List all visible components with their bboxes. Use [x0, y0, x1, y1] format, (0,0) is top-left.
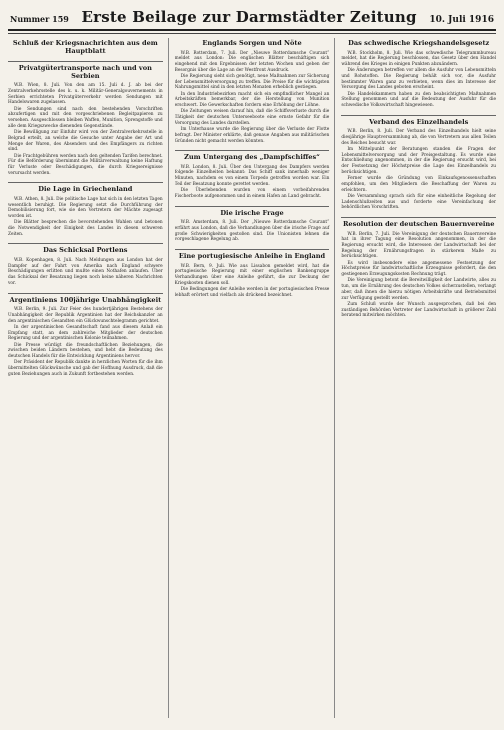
article-headline: Die irische Frage [175, 206, 330, 218]
article-paragraph: Die Bedingungen der Anleihe werden in der portugiesischen Presse lebhaft erörtert und vielfach als drückend bezeichnet. [174, 286, 330, 298]
article-paragraph: Der Präsident der Republik dankte in herzlichen Worten für die ihm übermittelten Glückwünsche und gab der Hoffnung Ausdruck, daß die guten Beziehungen auch in Zukunft fortbestehen werden. [8, 360, 163, 377]
article-paragraph: In den Industriebezirken macht sich ein empfindlicher Mangel an Arbeitskräften bemerkbar, der die Herstellung von Munition erschwert. Die Gewerkschaften fordern eine Erhöhung der Löhne. [174, 91, 330, 109]
article [175, 249, 330, 298]
article-paragraph: Die Zeitungen weisen darauf hin, daß die Schiffsverluste durch die Tätigkeit der deutschen Unterseeboote eine ernste Gefahr für die Versorgung des Landes darstellen. [174, 109, 330, 126]
article-paragraph: W.B. Berlin, 7. Juli. Die Vereinigung der deutschen Bauernvereine hat in ihrer Tagung eine Resolution angenommen, in der die Regierung ersucht wird, die Interessen der Landwirtschaft bei der Regelung der Ernährungsfragen in stärkerem Maße zu berücksichtigen. [341, 231, 496, 260]
masthead-rule [8, 33, 496, 34]
article-headline: Argentiniens 100jährige Unabhängigkeit [8, 293, 163, 305]
article-paragraph: W.B. Stockholm, 8. Juli. Wie das schwedische Telegrammbureau meldet, hat die Regierung beschlossen, das Gesetz über den Handel während des Krieges in einigen Punkten abzuändern. [341, 50, 496, 67]
article-headline: Verband des Einzelhandels [341, 115, 496, 127]
article-paragraph: Die Sendungen sind nach den bestehenden Vorschriften abzufertigen und mit den vorgeschriebenen Begleitpapieren zu versehen. Ausgeschlossen bleiben Waffen, Munition, Sprengstoffe und alle dem Kriegszwecke dienenden Gegenstände. [8, 106, 163, 129]
article-paragraph: Zum Schluß wurde der Wunsch ausgesprochen, daß bei den zuständigen Behörden Vertreter der Landwirtschaft in größerer Zahl beratend mitwirken möchten. [341, 301, 496, 319]
article-headline: Privatgütertransporte nach und von Serbien [8, 61, 163, 80]
article-body [8, 258, 163, 287]
article-paragraph: Die Regierung sieht sich genötigt, neue Maßnahmen zur Sicherung der Lebensmittelversorgung zu treffen. Die Preise für die wichtigsten Nahrungsmittel sind in den letzten Monaten erheblich gestiegen. [174, 73, 330, 91]
article [8, 293, 163, 378]
article-paragraph: W.B. Bern, 9. Juli. Wie aus Lissabon gemeldet wird, hat die portugiesische Regierung mit einer englischen Bankengruppe Verhandlungen über eine Anleihe geführt, die zur Deckung der Kriegskosten dienen soll. [174, 263, 330, 286]
article [8, 243, 163, 286]
columns [8, 38, 496, 718]
article [8, 61, 163, 176]
article-headline: Resolution der deutschen Bauernvereine [341, 217, 496, 229]
article [341, 217, 496, 319]
article [341, 40, 496, 109]
article-paragraph: Die Versammlung sprach sich für eine einheitliche Regelung der Ladenschlußzeiten aus und forderte eine Vereinfachung der behördlichen Vorschriften. [341, 193, 496, 211]
article-body [175, 51, 330, 145]
article [175, 150, 330, 199]
article-paragraph: W.B. Berlin, 8. Juli. Der Verband des Einzelhandels hielt seine diesjährige Hauptversammlung ab, die von Vertretern aus allen Teilen des Reiches besucht war. [341, 129, 496, 146]
article-paragraph: In der argentinischen Gesandtschaft fand aus diesem Anlaß ein Empfang statt, an dem zahlreiche Mitglieder der deutschen Regierung und der argentinischen Kolonie teilnahmen. [8, 324, 163, 342]
article-paragraph: Die Vereinigung betont die Bereitwilligkeit der Landwirte, alles zu tun, um die Ernährung des deutschen Volkes sicherzustellen, verlangt aber, daß ihnen die hierzu nötigen Arbeitskräfte und Betriebsmittel zur Verfügung gestellt werden. [341, 278, 496, 301]
article [341, 115, 496, 211]
article-body [341, 232, 496, 319]
article-body [175, 264, 330, 299]
column-3 [341, 38, 496, 718]
masthead [8, 6, 496, 31]
article-paragraph: Die Überlebenden wurden von einem vorbeifahrenden Fischerboote aufgenommen und in einem Hafen an Land gebracht. [174, 188, 330, 199]
article-paragraph: W.B. Amsterdam, 8. Juli. Der „Nieuwe Rotterdamsche Courant“ erfährt aus London, daß die Verhandlungen über die irische Frage auf große Schwierigkeiten gestoßen sind. Die Unionisten lehnen die vorgeschlagene Regelung ab. [174, 220, 330, 243]
article-paragraph: Im Unterhause wurde die Regierung über die Verluste der Flotte befragt. Der Minister erklärte, daß genaue Angaben aus militärischen Gründen nicht gemacht werden könnten. [174, 127, 330, 144]
article-body [175, 165, 330, 200]
article-headline: Das Schicksal Portlens [8, 243, 163, 255]
article-paragraph: Die Presse würdigt die freundschaftlichen Beziehungen, die zwischen beiden Ländern bestehen, und hebt die Bedeutung des deutschen Handels für die Entwicklung Argentiniens hervor. [8, 342, 163, 359]
column-1 [8, 38, 169, 718]
issue-number: Nummer 159 [10, 14, 69, 24]
article-paragraph: Die Frachtgebühren werden nach den geltenden Tarifen berechnet. Für die Beförderung übernimmt die Militärverwaltung keine Haftung für Verluste oder Beschädigungen, die durch Kriegsereignisse verursacht werden. [8, 153, 163, 176]
article-paragraph: Die Handelskammern haben zu den beabsichtigten Maßnahmen Stellung genommen und auf die Bedeutung der Ausfuhr für die schwedische Volkswirtschaft hingewiesen. [341, 91, 496, 109]
article-headline: Englands Sorgen und Nöte [202, 39, 302, 47]
article-paragraph: W.B. Berlin, 9. Juli. Zur Feier des hundertjährigen Bestehens der Unabhängigkeit der Republik Argentinien hat der Reichskanzler an den argentinischen Gesandten ein Glückwunschtelegramm gerichtet. [8, 307, 163, 324]
article-paragraph: W.B. Rotterdam, 7. Juli. Der „Nieuwe Rotterdamsche Courant“ meldet aus London: Die englischen Blätter beschäftigen sich eingehend mit den Ergebnissen der letzten Wochen und geben der Besorgnis über die Lage an der Westfront Ausdruck. [174, 50, 330, 73]
article-paragraph: Im Mittelpunkt der Beratungen standen die Fragen der Lebensmittelversorgung und der Preisgestaltung. Es wurde eine Entschließung angenommen, in der die Regierung ersucht wird, bei der Festsetzung der Höchstpreise die Lage des Einzelhandels zu berücksichtigen. [341, 147, 496, 175]
article-body [8, 197, 163, 238]
newspaper-page [8, 6, 496, 718]
article-paragraph: Es wird insbesondere eine angemessene Festsetzung der Höchstpreise für landwirtschaftliche Erzeugnisse gefordert, die den gestiegenen Erzeugungskosten Rechnung trägt. [341, 260, 496, 278]
article [175, 206, 330, 243]
article-headline: Das schwedische Kriegshandelsgesetz [348, 39, 490, 47]
issue-date: 10. Juli 1916 [429, 15, 494, 25]
article-body [8, 83, 163, 176]
article-headline: Eine portugiesische Anleihe in England [175, 249, 330, 261]
column-2 [175, 38, 336, 718]
article-body [341, 129, 496, 211]
article-paragraph: W.B. Athen, 8. Juli. Die politische Lage hat sich in den letzten Tagen wesentlich beruhigt. Die Regierung setzt die Durchführung der Demobilisierung fort, wie sie den Vertretern der Mächte zugesagt worden ist. [8, 196, 163, 220]
article-paragraph: Die Blätter besprechen die bevorstehenden Wahlen und betonen die Notwendigkeit der Einigkeit des Landes in diesen schweren Zeiten. [8, 220, 163, 237]
article [8, 182, 163, 237]
article-headline: Die Lage in Griechenland [8, 182, 163, 194]
article-body [8, 307, 163, 377]
article [8, 40, 163, 55]
article-headline: Schluß der Kriegsnachrichten aus dem Hauptblatt [12, 39, 158, 55]
article-paragraph: Die Änderungen betreffen vor allem die Ausfuhr von Lebensmitteln und Rohstoffen. Die Regierung behält sich vor, die Ausfuhr bestimmter Waren ganz zu verbieten, wenn dies im Interesse der Versorgung des Landes geboten erscheint. [341, 68, 496, 91]
article-body [175, 220, 330, 243]
supplement-title: Erste Beilage zur Darmstädter Zeitung [81, 8, 417, 26]
article-headline: Zum Untergang des „Dampfschiffes“ [175, 150, 330, 162]
article-paragraph: W.B. London, 8. Juli. Über den Untergang des Dampfers werden folgende Einzelheiten bekannt: Das Schiff sank innerhalb weniger Minuten, nachdem es von einem Torpedo getroffen worden war. Ein Teil der Besatzung konnte gerettet werden. [174, 164, 330, 187]
article-paragraph: W.B. Wien, 8. Juli. Von den am 15. Juli d. J. ab bei der Zentralverkehrsstelle des k. u. k. Militär-Generalgouvernements in Serbien errichteten Privatgüterverkehr werden Sendungen mit Handelswaren zugelassen. [8, 83, 163, 106]
article-paragraph: W.B. Kopenhagen, 8. Juli. Nach Meldungen aus London hat der Dampfer auf der Fahrt von Amerika nach England schwere Beschädigungen erlitten und mußte einen Nothafen anlaufen. Über das Schicksal der Besatzung liegen noch keine näheren Nachrichten vor. [8, 258, 163, 286]
article-paragraph: Ferner wurde die Gründung von Einkaufsgenossenschaften empfohlen, um den Mitgliedern die Beschaffung der Waren zu erleichtern. [341, 176, 496, 193]
article-paragraph: Die Bewilligung zur Einfuhr wird von der Zentralverkehrsstelle in Belgrad erteilt, an welche die Gesuche unter Angabe der Art und Menge der Waren, des Absenders und des Empfängers zu richten sind. [8, 130, 163, 153]
article [175, 40, 330, 144]
article-body [341, 51, 496, 109]
